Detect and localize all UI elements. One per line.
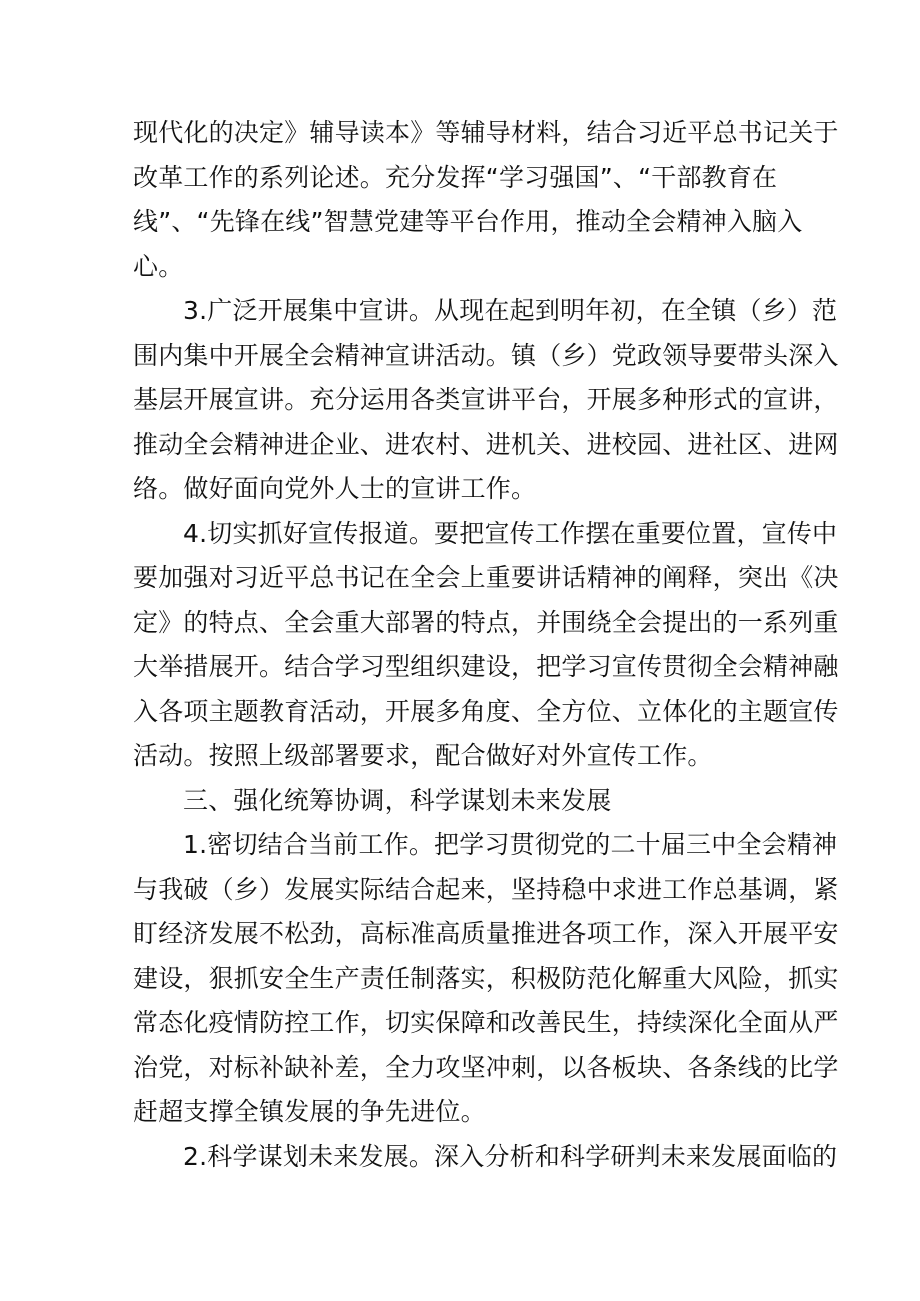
section-heading-text: 三、强化统筹协调，科学谋划未来发展 <box>183 785 612 815</box>
paragraph-item-4-publicity <box>133 512 839 779</box>
text-line: 3.广泛开展集中宣讲。从现在起到明年初，在全镇（乡）范 <box>183 296 838 325</box>
text-line: 大举措展开。结合学习型组织建设，把学习宣传贯彻全会精神融 <box>133 652 839 681</box>
paragraph-item-3-lectures <box>133 289 839 512</box>
paragraph-item-1-current-work <box>133 823 839 1135</box>
text-line: 治党，对标补缺补差，全力攻坚冲刺，以各板块、各条线的比学 <box>133 1052 839 1082</box>
text-line: 定》的特点、全会重大部署的特点，并围绕全会提出的一系列重 <box>133 607 839 637</box>
text-line: 线”、“先锋在线”智慧党建等平台作用，推动全会精神入脑入 <box>133 207 803 236</box>
section-heading-3 <box>133 779 793 824</box>
text-line: 推动全会精神进企业、进农村、进机关、进校园、进社区、进网 <box>133 429 839 459</box>
text-line: 入各项主题教育活动，开展多角度、全方位、立体化的主题宣传 <box>133 696 839 726</box>
text-line: 改革工作的系列论述。充分发挥“学习强国”、“干部教育在 <box>133 162 778 192</box>
paragraph-study-materials <box>133 111 839 289</box>
text-line: 要加强对习近平总书记在全会上重要讲话精神的阐释，突出《决 <box>133 563 839 592</box>
text-line: 现代化的决定》辅导读本》等辅导材料，结合习近平总书记关于 <box>133 118 839 147</box>
text-line: 心。 <box>133 251 184 281</box>
text-line: 围内集中开展全会精神宣讲活动。镇（乡）党政领导要带头深入 <box>133 340 839 370</box>
text-line: 2.科学谋划未来发展。深入分析和科学研判未来发展面临的 <box>183 1141 838 1171</box>
text-line: 1.密切结合当前工作。把学习贯彻党的二十届三中全会精神 <box>183 830 838 859</box>
text-line: 4.切实抓好宣传报道。要把宣传工作摆在重要位置，宣传中 <box>183 518 838 548</box>
text-line: 建设，狠抓安全生产责任制落实，积极防范化解重大风险，抓实 <box>133 963 839 993</box>
text-line: 赶超支撑全镇发展的争先进位。 <box>133 1097 486 1126</box>
text-line: 盯经济发展不松劲，高标准高质量推进各项工作，深入开展平安 <box>133 919 839 948</box>
text-line: 络。做好面向党外人士的宣讲工作。 <box>133 474 537 503</box>
document-body <box>133 111 839 1179</box>
text-line: 常态化疫情防控工作，切实保障和改善民生，持续深化全面从严 <box>133 1008 839 1037</box>
text-line: 与我破（乡）发展实际结合起来，坚持稳中求进工作总基调，紧 <box>133 874 839 904</box>
text-line: 活动。按照上级部署要求，配合做好对外宣传工作。 <box>133 741 713 770</box>
text-line: 基层开展宣讲。充分运用各类宣讲平台，开展多种形式的宣讲， <box>133 385 839 414</box>
paragraph-item-2-future-planning <box>133 1135 838 1180</box>
